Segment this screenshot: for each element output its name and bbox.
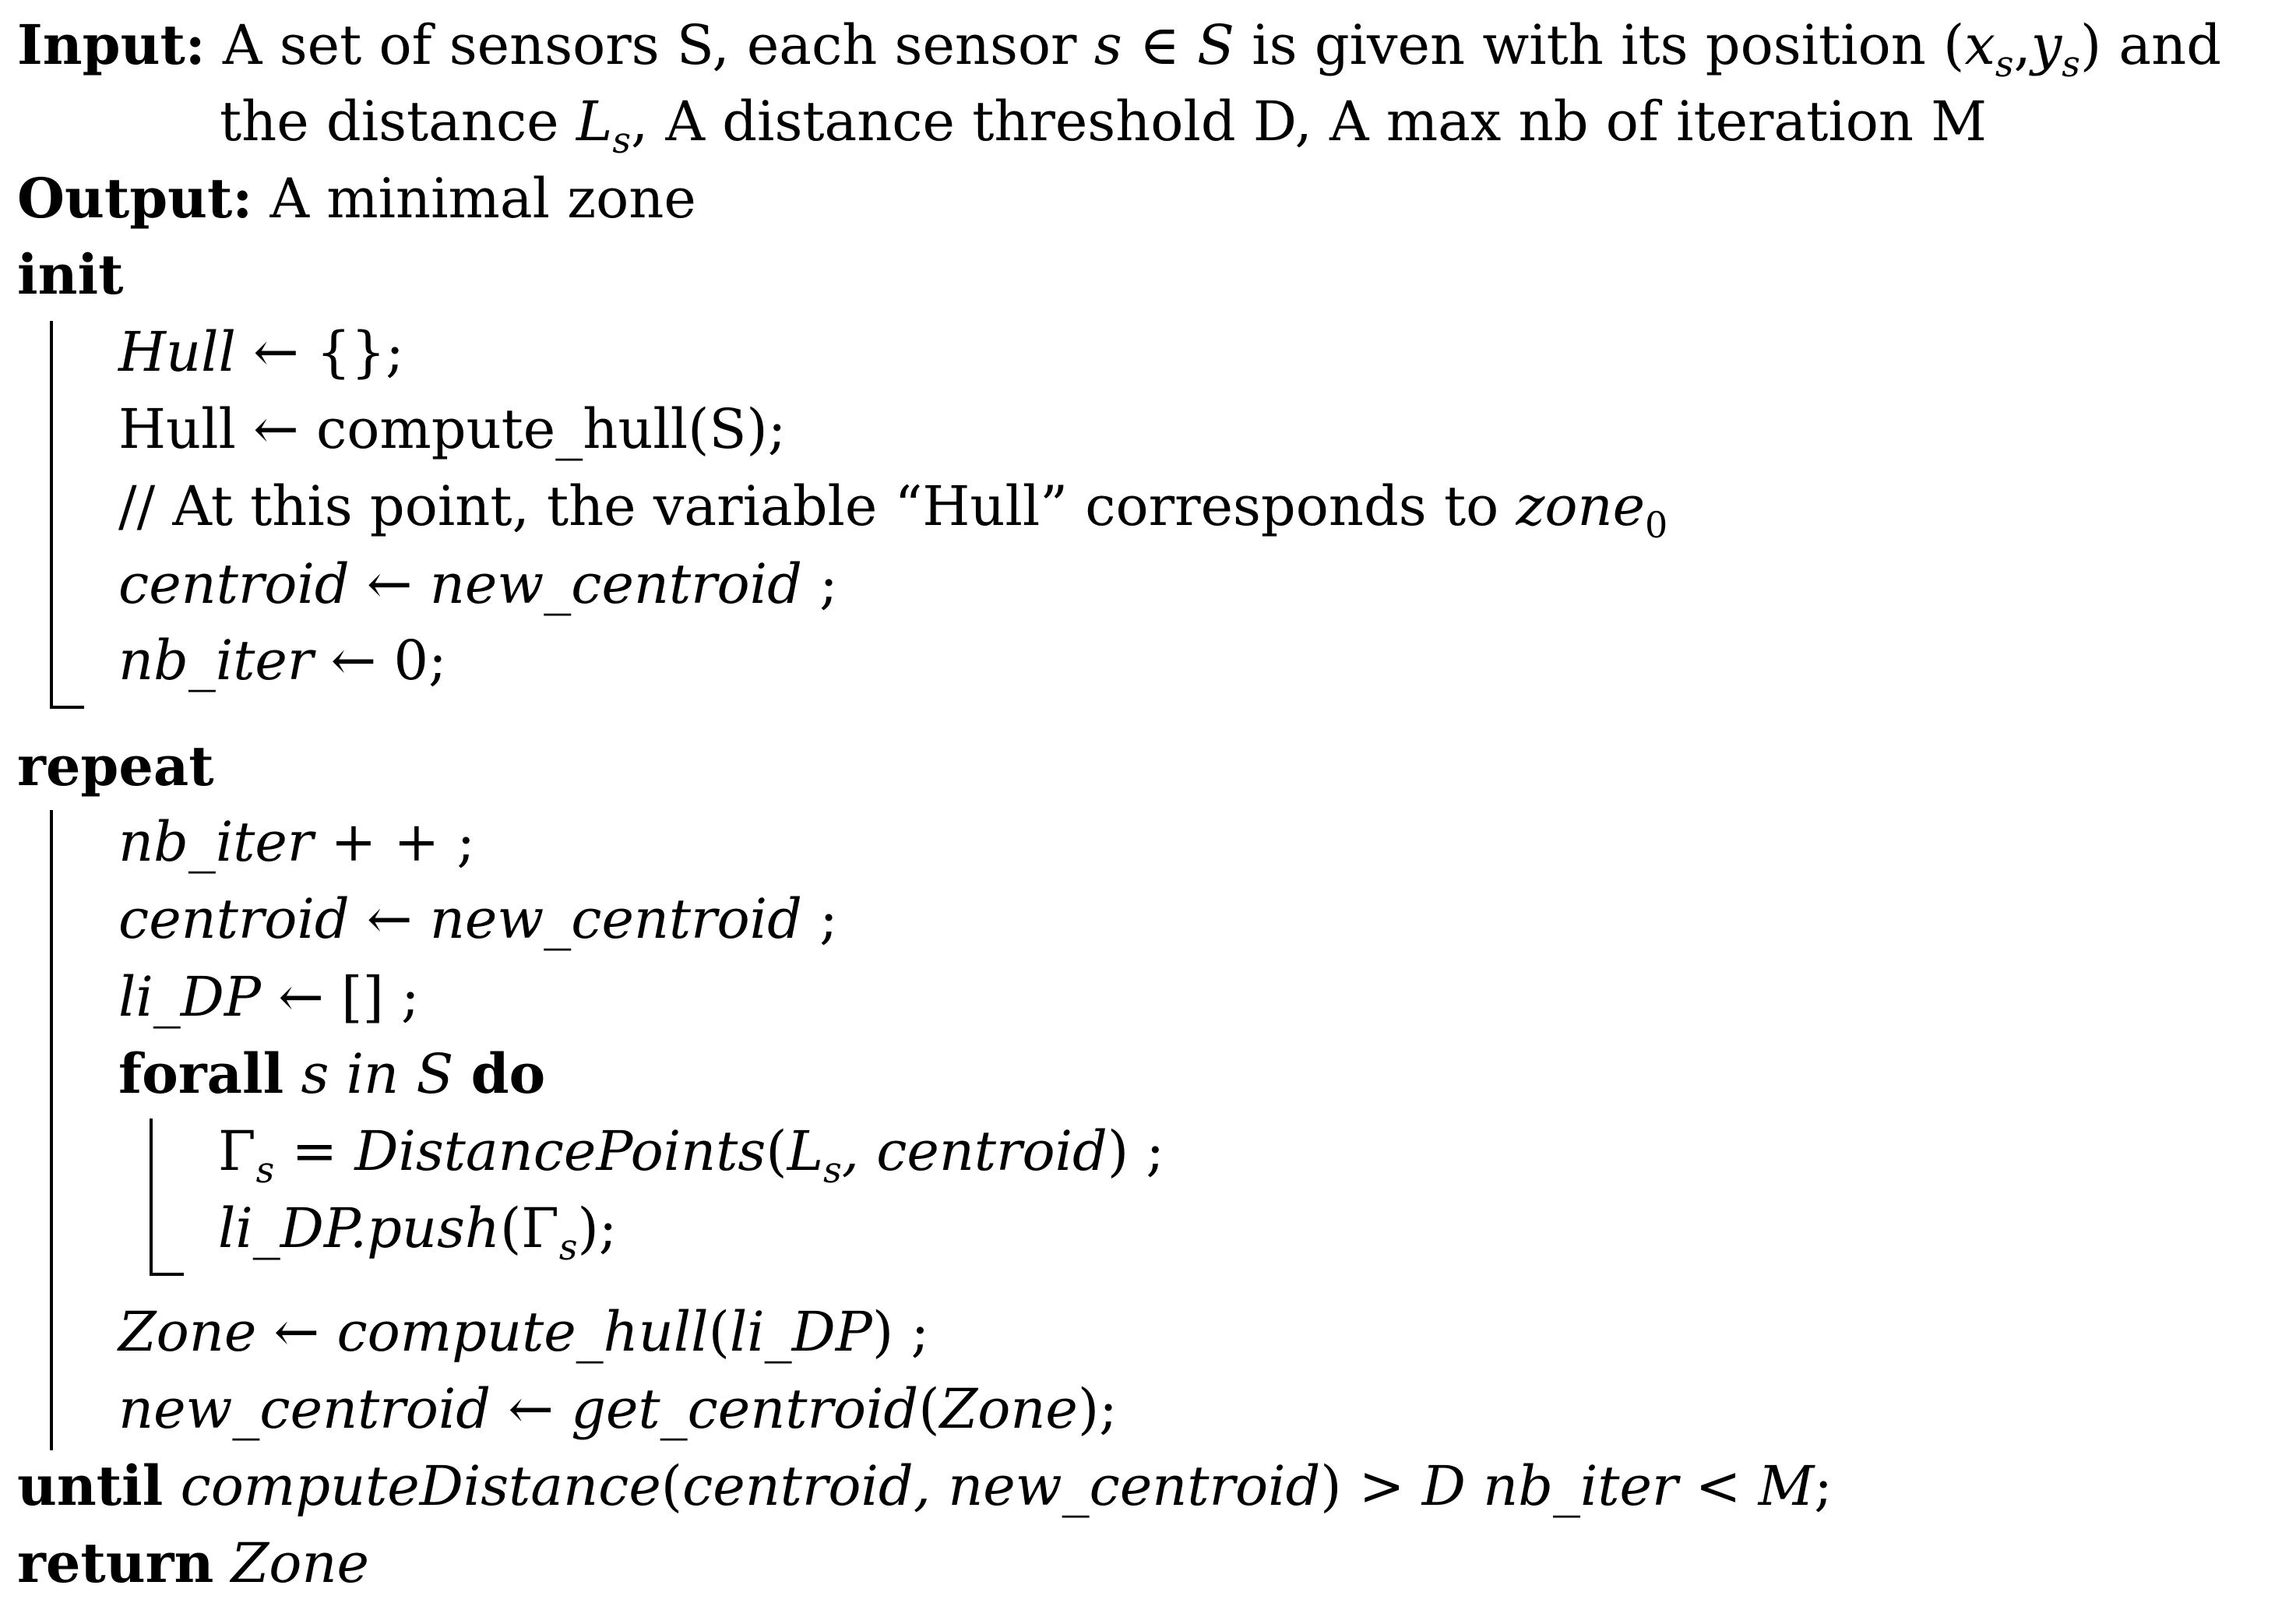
- new-centroid-var: new_centroid: [429, 552, 802, 616]
- init-line-1-rest: ← {};: [235, 320, 404, 384]
- input-comma: ,: [2013, 13, 2031, 77]
- forall-line: [118, 1035, 545, 1113]
- init-line-3-comment: [118, 467, 1667, 545]
- until-space: [1466, 1454, 1483, 1518]
- nb-iter-var: nb_iter: [118, 810, 314, 874]
- until-gt: >: [1341, 1454, 1422, 1518]
- threshold-D: D: [1421, 1454, 1466, 1518]
- repeat-keyword: repeat: [17, 734, 214, 798]
- until-open: (: [660, 1454, 683, 1518]
- forall-line-2: [218, 1189, 617, 1267]
- until-args: centroid, new_centroid: [682, 1454, 1321, 1518]
- until-lt: <: [1678, 1454, 1759, 1518]
- nc-close: );: [1077, 1377, 1118, 1441]
- nb-iter-var: nb_iter: [118, 629, 314, 692]
- push-close: );: [577, 1196, 618, 1260]
- input-text: A set of sensors S, each sensor: [222, 13, 1094, 77]
- init-line-4-arrow: ←: [349, 552, 430, 616]
- input-y-sub: s: [2062, 43, 2080, 85]
- repeat-line-2-arrow: ←: [349, 887, 430, 951]
- input-sensor-var: s: [1093, 13, 1122, 77]
- input-line-2: [220, 83, 1987, 160]
- return-line: [17, 1524, 369, 1602]
- input-line2-text-2: , A distance threshold D, A max nb of iteration M: [630, 90, 1987, 153]
- until-line: [17, 1447, 1833, 1525]
- init-keyword: init: [17, 242, 124, 307]
- gamma-symbol: Γ: [218, 1119, 256, 1183]
- hull-var: Hull: [118, 320, 236, 384]
- new-centroid-line: [118, 1370, 1118, 1448]
- push-call: li_DP.push: [218, 1196, 500, 1260]
- equals-sign: =: [274, 1119, 355, 1183]
- zone-close: ) ;: [872, 1300, 930, 1364]
- input-text-3: ) and: [2079, 13, 2222, 77]
- nb-iter-var: nb_iter: [1483, 1454, 1678, 1518]
- gamma-sub: s: [255, 1149, 275, 1191]
- repeat-line-2: [118, 880, 838, 958]
- input-line2-text: the distance: [220, 90, 576, 153]
- L-sub: s: [823, 1149, 842, 1191]
- init-line-4-end: ;: [801, 552, 838, 616]
- centroid-arg: , centroid: [841, 1119, 1108, 1183]
- comment-text: // At this point, the variable “Hull” corresponds to: [118, 474, 1516, 538]
- input-label: Input:: [17, 12, 206, 77]
- output-line: [17, 160, 696, 238]
- li-dp-var: li_DP: [118, 965, 261, 1029]
- return-keyword: return: [17, 1531, 214, 1595]
- close-paren: ) ;: [1107, 1119, 1165, 1183]
- forall-condition: s in S: [283, 1042, 471, 1106]
- until-end: ;: [1814, 1454, 1833, 1518]
- output-label: Output:: [17, 166, 253, 231]
- compute-hull-func: compute_hull: [336, 1300, 709, 1364]
- init-block-rule: [50, 321, 53, 707]
- init-block-rule-end: [50, 706, 84, 709]
- open-paren: (: [766, 1119, 787, 1183]
- until-close: ): [1320, 1454, 1342, 1518]
- input-L-sub: s: [612, 119, 631, 161]
- nc-arg: Zone: [939, 1377, 1078, 1441]
- zone-sub: 0: [1645, 504, 1668, 546]
- new-centroid-var: new_centroid: [118, 1377, 491, 1441]
- new-centroid-var: new_centroid: [429, 887, 802, 951]
- forall-block-rule: [150, 1119, 153, 1274]
- max-M: M: [1758, 1454, 1815, 1518]
- return-value: Zone: [213, 1531, 369, 1595]
- init-line-4: [118, 545, 838, 623]
- zone-line: [118, 1293, 929, 1371]
- until-keyword: until: [17, 1453, 164, 1518]
- input-in-symbol: ∈: [1122, 13, 1198, 77]
- zone-var: zone: [1516, 474, 1646, 538]
- nc-arrow: ←: [491, 1377, 572, 1441]
- zone-arg: li_DP: [729, 1300, 872, 1364]
- init-line-1: [118, 313, 404, 391]
- init-line-5: [118, 622, 447, 699]
- centroid-var: centroid: [118, 887, 350, 951]
- repeat-line-3-rest: ← [] ;: [261, 965, 420, 1029]
- init-line-5-rest: ← 0;: [313, 629, 447, 692]
- output-text: A minimal zone: [269, 167, 696, 231]
- input-y: y: [2030, 13, 2062, 77]
- push-open: (Γ: [499, 1196, 559, 1260]
- get-centroid-func: get_centroid: [571, 1377, 919, 1441]
- centroid-var: centroid: [118, 552, 350, 616]
- input-set-var: S: [1197, 13, 1234, 77]
- repeat-line-1-rest: + + ;: [313, 810, 475, 874]
- forall-keyword: forall: [118, 1041, 284, 1106]
- zone-var: Zone: [118, 1300, 257, 1364]
- L-var: L: [787, 1119, 824, 1183]
- forall-line-1: [218, 1112, 1164, 1190]
- zone-open: (: [708, 1300, 730, 1364]
- distance-points-func: DistancePoints: [354, 1119, 766, 1183]
- input-x-sub: s: [1995, 43, 2014, 85]
- repeat-line-2-end: ;: [801, 887, 838, 951]
- forall-block-rule-end: [150, 1273, 184, 1276]
- repeat-block-rule: [50, 810, 53, 1450]
- repeat-line-3: [118, 958, 420, 1036]
- do-keyword: do: [470, 1041, 546, 1106]
- nc-open: (: [918, 1377, 940, 1441]
- input-L: L: [576, 90, 613, 153]
- push-gamma-sub: s: [558, 1226, 578, 1268]
- input-line-1: [17, 6, 2221, 84]
- input-text-2: is given with its position (: [1234, 13, 1965, 77]
- compute-distance-func: computeDistance: [163, 1454, 661, 1518]
- input-x: x: [1964, 13, 1995, 77]
- init-line-2: Hull ← compute_hull(S);: [118, 397, 787, 461]
- zone-arrow: ←: [256, 1300, 337, 1364]
- repeat-line-1: [118, 803, 475, 881]
